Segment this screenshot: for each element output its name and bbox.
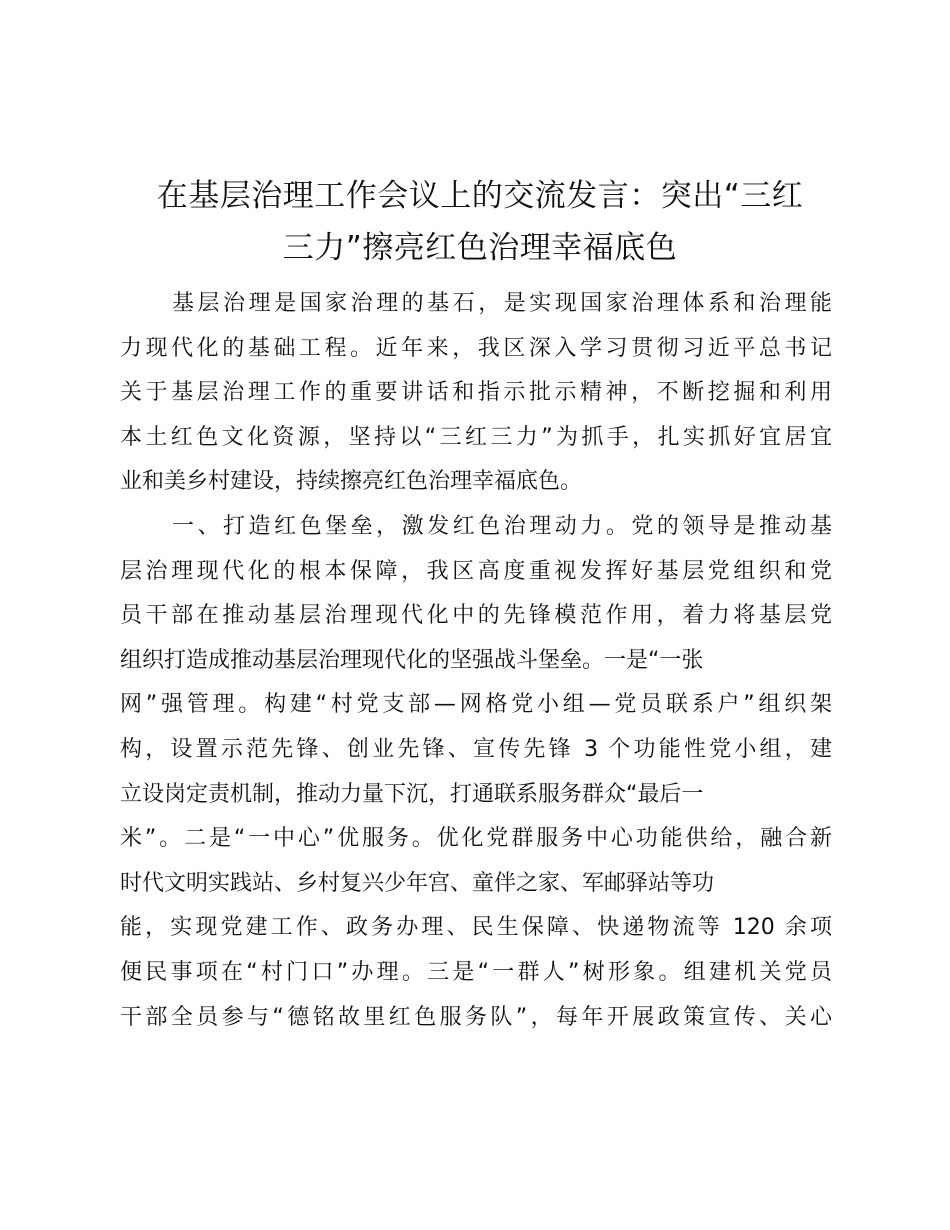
text-line: 本土红色文化资源，坚持以“三红三力”为抓手，扎实抓好宜居宜 [120,424,832,450]
text-line: 力现代化的基础工程。近年来，我区深入学习贯彻习近平总书记 [120,335,832,361]
text-line: 组织打造成推动基层治理现代化的坚强战斗堡垒。一是“一张 [120,647,704,673]
text-line: 网”强管理。构建“村党支部—网格党小组—党员联系户”组织架 [120,692,832,718]
paragraph-intro [120,282,832,505]
paragraph-section-one [120,505,832,1040]
text-line: 能，实现党建工作、政务办理、民生保障、快递物流等 120 余项 [120,915,832,941]
text-line: 员干部在推动基层治理现代化中的先锋模范作用，着力将基层党 [120,603,832,629]
text-line: 构，设置示范先锋、创业先锋、宣传先锋 3 个功能性党小组，建 [120,736,832,762]
text-line: 关于基层治理工作的重要讲话和指示批示精神，不断挖掘和利用 [120,380,832,406]
text-line: 一、打造红色堡垒，激发红色治理动力。党的领导是推动基 [172,513,832,539]
text-line: 业和美乡村建设，持续擦亮红色治理幸福底色。 [120,469,583,495]
text-line: 基层治理是国家治理的基石，是实现国家治理体系和治理能 [172,291,832,316]
text-line: 层治理现代化的根本保障，我区高度重视发挥好基层党组织和党 [120,558,832,584]
text-line: 立设岗定责机制，推动力量下沉，打通联系服务群众“最后一 [120,781,704,807]
text-line: 时代文明实践站、乡村复兴少年宫、童伴之家、军邮驿站等功 [120,870,715,896]
text-line: 便民事项在“村门口”办理。三是“一群人”树形象。组建机关党员 [120,959,832,985]
title-line: 在基层治理工作会议上的交流发言：突出“三红 [156,178,804,214]
document-body [120,282,832,1040]
document-title [110,170,850,274]
text-line: 干部全员参与“德铭故里红色服务队”，每年开展政策宣传、关心 [120,1004,832,1030]
text-line: 米”。二是“一中心”优服务。优化党群服务中心功能供给，融合新 [120,826,832,852]
title-line: 三力”擦亮红色治理幸福底色 [282,230,678,266]
